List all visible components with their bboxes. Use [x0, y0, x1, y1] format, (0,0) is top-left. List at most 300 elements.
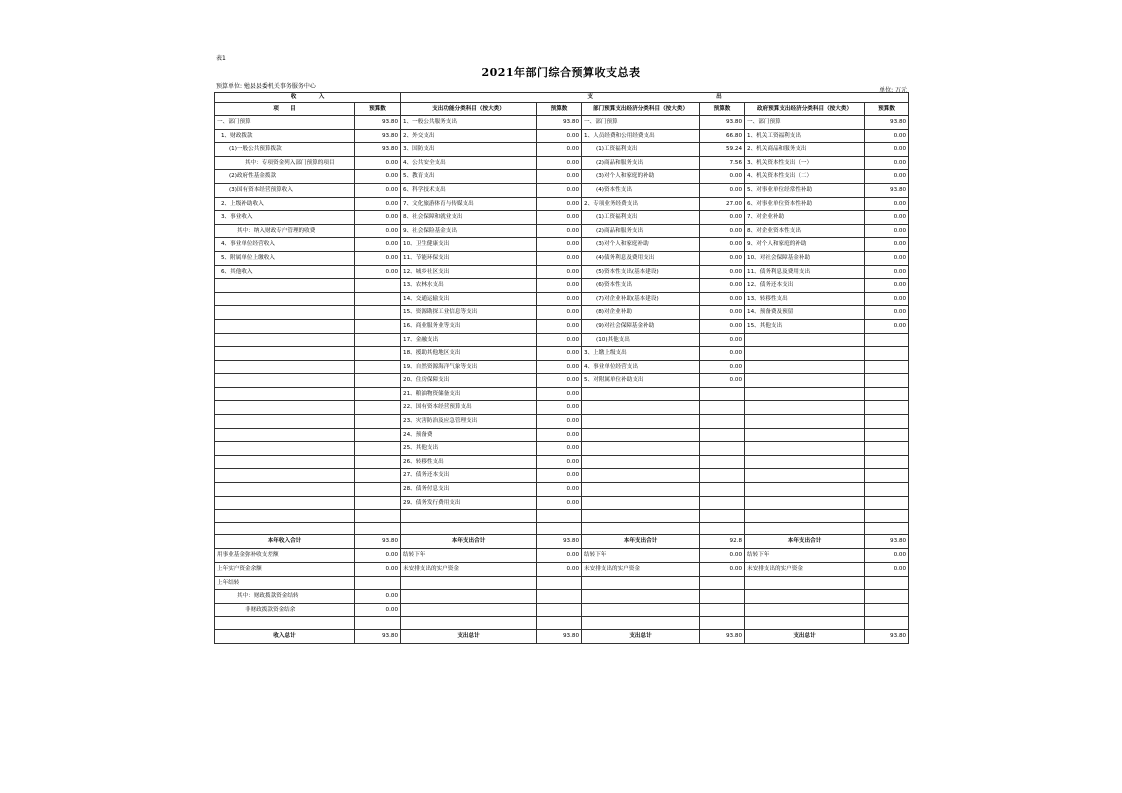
item-label-cell — [215, 401, 355, 415]
item-label-cell: 本年收入合计 — [215, 535, 355, 549]
item-label-cell: 7、对企业补助 — [745, 211, 865, 225]
column-header: 支出功能分类科目（按大类） — [401, 103, 537, 116]
item-label-cell: 用事业基金弥补收支差额 — [215, 549, 355, 563]
budget-amount-cell: 0.00 — [537, 496, 582, 510]
item-label-cell: 2、机关商品和服务支出 — [745, 143, 865, 157]
budget-amount-cell: 93.80 — [355, 629, 401, 643]
item-label-cell — [582, 401, 700, 415]
budget-amount-cell — [355, 279, 401, 293]
budget-amount-cell: 0.00 — [537, 170, 582, 184]
item-label-cell — [582, 483, 700, 497]
table-row — [215, 576, 909, 590]
table-row — [215, 563, 909, 577]
item-label-cell: 9、对个人和家庭的补助 — [745, 238, 865, 252]
budget-amount-cell: 0.00 — [865, 279, 909, 293]
item-label-cell — [401, 576, 537, 590]
item-label-cell: 11、债务利息及费用支出 — [745, 265, 865, 279]
budget-amount-cell: 0.00 — [537, 401, 582, 415]
item-label-cell — [215, 347, 355, 361]
table-row — [215, 292, 909, 306]
budget-amount-cell — [355, 360, 401, 374]
item-label-cell: 一、部门预算 — [745, 116, 865, 130]
item-label-cell: (7)对企业补助(基本建设) — [582, 292, 700, 306]
budget-amount-cell: 0.00 — [355, 238, 401, 252]
item-label-cell: 其中：专项资金列入部门预算的项目 — [215, 156, 355, 170]
budget-amount-cell: 0.00 — [355, 211, 401, 225]
table-row — [215, 522, 909, 535]
item-label-cell — [582, 576, 700, 590]
budget-amount-cell: 0.00 — [355, 156, 401, 170]
budget-amount-cell — [537, 522, 582, 535]
budget-amount-cell: 0.00 — [355, 590, 401, 604]
budget-amount-cell — [865, 510, 909, 523]
budget-amount-cell — [537, 576, 582, 590]
budget-amount-cell: 0.00 — [865, 129, 909, 143]
budget-amount-cell — [865, 360, 909, 374]
table-row — [215, 496, 909, 510]
item-label-cell: 结转下年 — [582, 549, 700, 563]
budget-amount-cell: 93.80 — [355, 143, 401, 157]
budget-amount-cell: 0.00 — [355, 265, 401, 279]
item-label-cell: 本年支出合计 — [745, 535, 865, 549]
table-row — [215, 483, 909, 497]
budget-amount-cell: 0.00 — [355, 563, 401, 577]
budget-amount-cell — [700, 510, 745, 523]
item-label-cell — [215, 306, 355, 320]
budget-amount-cell: 0.00 — [537, 374, 582, 388]
budget-amount-cell: 0.00 — [537, 483, 582, 497]
budget-amount-cell — [700, 590, 745, 604]
item-label-cell — [745, 387, 865, 401]
budget-amount-cell: 0.00 — [700, 292, 745, 306]
item-label-cell — [745, 442, 865, 456]
item-label-cell — [745, 347, 865, 361]
budget-amount-cell — [700, 387, 745, 401]
item-label-cell: (10)其他支出 — [582, 333, 700, 347]
item-label-cell: 一、部门预算 — [582, 116, 700, 130]
item-label-cell: 未安排支出的实户资金 — [582, 563, 700, 577]
item-label-cell — [582, 428, 700, 442]
budget-amount-cell: 0.00 — [355, 224, 401, 238]
budget-amount-cell: 0.00 — [865, 319, 909, 333]
table-row — [215, 306, 909, 320]
budget-amount-cell: 0.00 — [537, 428, 582, 442]
item-label-cell: 1、一般公共服务支出 — [401, 116, 537, 130]
item-label-cell — [582, 603, 700, 617]
budget-amount-cell: 0.00 — [865, 265, 909, 279]
budget-amount-cell: 0.00 — [865, 563, 909, 577]
budget-amount-cell: 0.00 — [537, 156, 582, 170]
budget-amount-cell — [355, 455, 401, 469]
item-label-cell: (2)商品和服务支出 — [582, 156, 700, 170]
expense-section-header: 支 出 — [401, 93, 909, 103]
budget-amount-cell — [355, 442, 401, 456]
budget-amount-cell: 0.00 — [865, 156, 909, 170]
column-header: 预算数 — [865, 103, 909, 116]
item-label-cell — [582, 510, 700, 523]
income-section-header: 收 入 — [215, 93, 401, 103]
budget-amount-cell — [865, 576, 909, 590]
budget-amount-cell: 93.80 — [537, 116, 582, 130]
budget-amount-cell — [537, 617, 582, 630]
budget-amount-cell: 0.00 — [537, 387, 582, 401]
budget-amount-cell: 0.00 — [700, 374, 745, 388]
budget-amount-cell: 93.80 — [700, 629, 745, 643]
item-label-cell: 1、财政拨款 — [215, 129, 355, 143]
item-label-cell: 8、对企业资本性支出 — [745, 224, 865, 238]
budget-amount-cell: 93.80 — [865, 535, 909, 549]
budget-amount-cell — [355, 469, 401, 483]
item-label-cell: 15、资源勘探工业信息等支出 — [401, 306, 537, 320]
budget-amount-cell: 0.00 — [865, 170, 909, 184]
budget-amount-cell — [865, 590, 909, 604]
budget-amount-cell — [355, 522, 401, 535]
budget-amount-cell — [355, 347, 401, 361]
budget-amount-cell — [700, 401, 745, 415]
item-label-cell: 10、对社会保障基金补助 — [745, 251, 865, 265]
table-row — [215, 279, 909, 293]
item-label-cell: 4、事业单位经营收入 — [215, 238, 355, 252]
budget-amount-cell: 0.00 — [537, 455, 582, 469]
item-label-cell: 21、粮油物资储备支出 — [401, 387, 537, 401]
item-label-cell — [582, 469, 700, 483]
item-label-cell — [745, 483, 865, 497]
budget-amount-cell: 92.8 — [700, 535, 745, 549]
item-label-cell: 17、金融支出 — [401, 333, 537, 347]
budget-amount-cell: 0.00 — [537, 265, 582, 279]
item-label-cell: 20、住房保障支出 — [401, 374, 537, 388]
item-label-cell — [745, 455, 865, 469]
item-label-cell — [582, 496, 700, 510]
table-row — [215, 374, 909, 388]
budget-amount-cell — [355, 510, 401, 523]
item-label-cell: 收入总计 — [215, 629, 355, 643]
budget-amount-cell: 0.00 — [537, 319, 582, 333]
item-label-cell: (3)对个人和家庭的补助 — [582, 170, 700, 184]
budget-unit-label: 预算单位: 勉县县委机关事务服务中心 — [216, 83, 316, 90]
table-row — [215, 224, 909, 238]
item-label-cell: 7、文化旅游体育与传媒支出 — [401, 197, 537, 211]
budget-amount-cell — [355, 319, 401, 333]
item-label-cell: 5、对事业单位经常性补助 — [745, 183, 865, 197]
item-label-cell: 3、事业收入 — [215, 211, 355, 225]
item-label-cell: 3、国防支出 — [401, 143, 537, 157]
column-header: 预算数 — [700, 103, 745, 116]
item-label-cell: 15、其他支出 — [745, 319, 865, 333]
budget-amount-cell: 0.00 — [537, 292, 582, 306]
item-label-cell — [215, 442, 355, 456]
budget-amount-cell: 0.00 — [537, 183, 582, 197]
item-label-cell — [582, 415, 700, 429]
table-row — [215, 617, 909, 630]
item-label-cell — [215, 387, 355, 401]
budget-amount-cell — [865, 387, 909, 401]
budget-amount-cell: 0.00 — [865, 292, 909, 306]
item-label-cell: 25、其他支出 — [401, 442, 537, 456]
item-label-cell — [582, 442, 700, 456]
column-header: 政府预算支出经济分类科目（按大类） — [745, 103, 865, 116]
column-header: 项 目 — [215, 103, 355, 116]
item-label-cell: 非财政拨款资金结余 — [215, 603, 355, 617]
table-row — [215, 170, 909, 184]
item-label-cell: 6、其他收入 — [215, 265, 355, 279]
item-label-cell: (6)资本性支出 — [582, 279, 700, 293]
item-label-cell: 1、机关工资福利支出 — [745, 129, 865, 143]
table-row — [215, 211, 909, 225]
budget-amount-cell: 0.00 — [537, 333, 582, 347]
item-label-cell — [215, 292, 355, 306]
table-row — [215, 129, 909, 143]
item-label-cell: 18、援助其他地区支出 — [401, 347, 537, 361]
item-label-cell: 3、机关资本性支出（一） — [745, 156, 865, 170]
item-label-cell: 11、节能环保支出 — [401, 251, 537, 265]
item-label-cell — [215, 374, 355, 388]
item-label-cell: 6、科学技术支出 — [401, 183, 537, 197]
budget-amount-cell: 0.00 — [355, 251, 401, 265]
table-row — [215, 590, 909, 604]
item-label-cell: 一、部门预算 — [215, 116, 355, 130]
item-label-cell: 28、债务付息支出 — [401, 483, 537, 497]
budget-amount-cell: 0.00 — [537, 347, 582, 361]
item-label-cell: 9、社会保险基金支出 — [401, 224, 537, 238]
item-label-cell: 支出总计 — [582, 629, 700, 643]
item-label-cell: (4)债务利息及费用支出 — [582, 251, 700, 265]
budget-amount-cell: 0.00 — [537, 251, 582, 265]
table-row — [215, 143, 909, 157]
budget-amount-cell: 0.00 — [865, 197, 909, 211]
item-label-cell — [215, 360, 355, 374]
table-row — [215, 251, 909, 265]
budget-amount-cell: 7.56 — [700, 156, 745, 170]
item-label-cell: 结转下年 — [745, 549, 865, 563]
budget-amount-cell: 0.00 — [700, 319, 745, 333]
budget-amount-cell — [865, 496, 909, 510]
budget-amount-cell — [355, 374, 401, 388]
budget-amount-cell — [865, 603, 909, 617]
budget-amount-cell: 0.00 — [865, 143, 909, 157]
budget-amount-cell: 0.00 — [700, 347, 745, 361]
item-label-cell — [745, 522, 865, 535]
item-label-cell — [401, 590, 537, 604]
budget-amount-cell: 0.00 — [537, 143, 582, 157]
item-label-cell: 1、人员经费和公用经费支出 — [582, 129, 700, 143]
item-label-cell: (4)资本性支出 — [582, 183, 700, 197]
item-label-cell — [401, 522, 537, 535]
item-label-cell: (2)商品和服务支出 — [582, 224, 700, 238]
table-row — [215, 116, 909, 130]
item-label-cell: 14、交通运输支出 — [401, 292, 537, 306]
item-label-cell: 支出总计 — [401, 629, 537, 643]
item-label-cell: 26、转移性支出 — [401, 455, 537, 469]
table-row — [215, 510, 909, 523]
budget-amount-cell: 0.00 — [537, 469, 582, 483]
item-label-cell: 3、上缴上级支出 — [582, 347, 700, 361]
item-label-cell — [215, 333, 355, 347]
item-label-cell: 29、债务发行费用支出 — [401, 496, 537, 510]
item-label-cell: 5、附属单位上缴收入 — [215, 251, 355, 265]
item-label-cell — [215, 415, 355, 429]
budget-amount-cell — [700, 522, 745, 535]
budget-amount-cell — [355, 617, 401, 630]
budget-amount-cell — [700, 617, 745, 630]
budget-amount-cell: 0.00 — [537, 306, 582, 320]
item-label-cell: 8、社会保障和就业支出 — [401, 211, 537, 225]
budget-amount-cell — [700, 428, 745, 442]
item-label-cell: 13、转移性支出 — [745, 292, 865, 306]
budget-amount-cell: 0.00 — [700, 170, 745, 184]
budget-amount-cell: 0.00 — [700, 549, 745, 563]
item-label-cell — [401, 603, 537, 617]
item-label-cell: 支出总计 — [745, 629, 865, 643]
budget-amount-cell — [865, 617, 909, 630]
item-label-cell — [215, 483, 355, 497]
item-label-cell: 本年支出合计 — [401, 535, 537, 549]
budget-amount-cell — [700, 442, 745, 456]
budget-amount-cell: 0.00 — [537, 197, 582, 211]
budget-amount-cell — [537, 590, 582, 604]
budget-amount-cell — [355, 306, 401, 320]
section-header-row — [215, 93, 909, 103]
budget-amount-cell: 0.00 — [865, 224, 909, 238]
budget-amount-cell: 0.00 — [537, 563, 582, 577]
budget-amount-cell — [355, 387, 401, 401]
budget-amount-cell — [865, 483, 909, 497]
item-label-cell — [582, 387, 700, 401]
budget-amount-cell — [355, 576, 401, 590]
budget-amount-cell — [537, 603, 582, 617]
item-label-cell: 10、卫生健康支出 — [401, 238, 537, 252]
currency-unit-label: 单位: 万元 — [879, 87, 907, 94]
table-row — [215, 183, 909, 197]
table-row — [215, 603, 909, 617]
item-label-cell: 未安排支出的实户资金 — [745, 563, 865, 577]
table-row — [215, 428, 909, 442]
budget-amount-cell: 66.80 — [700, 129, 745, 143]
budget-amount-cell — [865, 442, 909, 456]
budget-amount-cell: 0.00 — [355, 183, 401, 197]
budget-amount-cell — [700, 483, 745, 497]
item-label-cell — [215, 617, 355, 630]
budget-amount-cell — [865, 522, 909, 535]
budget-amount-cell — [355, 292, 401, 306]
budget-amount-cell: 0.00 — [537, 442, 582, 456]
budget-amount-cell: 59.24 — [700, 143, 745, 157]
item-label-cell — [745, 374, 865, 388]
column-header: 部门预算支出经济分类科目（按大类） — [582, 103, 700, 116]
table-row — [215, 347, 909, 361]
item-label-cell — [745, 401, 865, 415]
budget-amount-cell: 0.00 — [700, 211, 745, 225]
item-label-cell — [401, 510, 537, 523]
budget-amount-cell: 93.80 — [537, 629, 582, 643]
table-row — [215, 265, 909, 279]
item-label-cell: 4、事业单位经营支出 — [582, 360, 700, 374]
budget-amount-cell: 0.00 — [537, 224, 582, 238]
table-row — [215, 535, 909, 549]
item-label-cell: (5)资本性支出(基本建设) — [582, 265, 700, 279]
item-label-cell — [215, 319, 355, 333]
item-label-cell — [745, 510, 865, 523]
item-label-cell: 本年支出合计 — [582, 535, 700, 549]
item-label-cell — [582, 455, 700, 469]
item-label-cell: 12、城乡社区支出 — [401, 265, 537, 279]
item-label-cell — [215, 455, 355, 469]
item-label-cell: (9)对社会保障基金补助 — [582, 319, 700, 333]
budget-amount-cell — [355, 415, 401, 429]
budget-amount-cell — [700, 469, 745, 483]
item-label-cell: (8)对企业补助 — [582, 306, 700, 320]
item-label-cell: (1)一般公共预算拨款 — [215, 143, 355, 157]
table-row — [215, 469, 909, 483]
budget-amount-cell: 0.00 — [700, 265, 745, 279]
item-label-cell — [745, 360, 865, 374]
item-label-cell: (1)工资福利支出 — [582, 211, 700, 225]
table-row — [215, 360, 909, 374]
budget-amount-cell: 0.00 — [537, 238, 582, 252]
budget-amount-cell: 0.00 — [355, 197, 401, 211]
item-label-cell: 4、公共安全支出 — [401, 156, 537, 170]
budget-amount-cell — [865, 347, 909, 361]
budget-amount-cell: 93.80 — [355, 535, 401, 549]
table-tag: 表1 — [216, 55, 226, 62]
budget-amount-cell — [355, 483, 401, 497]
column-header-row — [215, 103, 909, 116]
item-label-cell: (1)工资福利支出 — [582, 143, 700, 157]
budget-amount-cell: 0.00 — [537, 415, 582, 429]
item-label-cell — [745, 415, 865, 429]
table-row — [215, 401, 909, 415]
budget-amount-cell: 0.00 — [865, 251, 909, 265]
item-label-cell — [401, 617, 537, 630]
item-label-cell: 24、预备费 — [401, 428, 537, 442]
budget-amount-cell: 0.00 — [355, 603, 401, 617]
item-label-cell: (2)政府性基金拨款 — [215, 170, 355, 184]
item-label-cell: 22、国有资本经营预算支出 — [401, 401, 537, 415]
item-label-cell: 27、债务还本支出 — [401, 469, 537, 483]
budget-amount-cell: 0.00 — [865, 306, 909, 320]
budget-amount-cell — [865, 415, 909, 429]
item-label-cell: 23、灾害防治及应急管理支出 — [401, 415, 537, 429]
budget-amount-cell — [700, 415, 745, 429]
budget-amount-cell — [865, 374, 909, 388]
budget-amount-cell: 93.80 — [865, 116, 909, 130]
budget-amount-cell — [537, 510, 582, 523]
budget-amount-cell — [355, 428, 401, 442]
item-label-cell: 上年实户资金余额 — [215, 563, 355, 577]
table-row — [215, 156, 909, 170]
budget-amount-cell — [700, 455, 745, 469]
column-header: 预算数 — [537, 103, 582, 116]
page-title: 2021年部门综合预算收支总表 — [481, 66, 641, 79]
budget-amount-cell: 0.00 — [700, 306, 745, 320]
budget-amount-cell — [355, 496, 401, 510]
budget-amount-cell — [355, 401, 401, 415]
item-label-cell — [745, 428, 865, 442]
budget-amount-cell: 93.80 — [355, 129, 401, 143]
item-label-cell — [215, 522, 355, 535]
item-label-cell: 5、教育支出 — [401, 170, 537, 184]
budget-amount-cell — [700, 576, 745, 590]
budget-amount-cell: 93.80 — [865, 183, 909, 197]
item-label-cell: 4、机关资本性支出（二） — [745, 170, 865, 184]
item-label-cell — [745, 590, 865, 604]
budget-amount-cell — [700, 496, 745, 510]
item-label-cell: 上年结转 — [215, 576, 355, 590]
table-row — [215, 238, 909, 252]
budget-amount-cell: 0.00 — [700, 279, 745, 293]
item-label-cell: (3)国有资本经营预算收入 — [215, 183, 355, 197]
budget-amount-cell — [355, 333, 401, 347]
